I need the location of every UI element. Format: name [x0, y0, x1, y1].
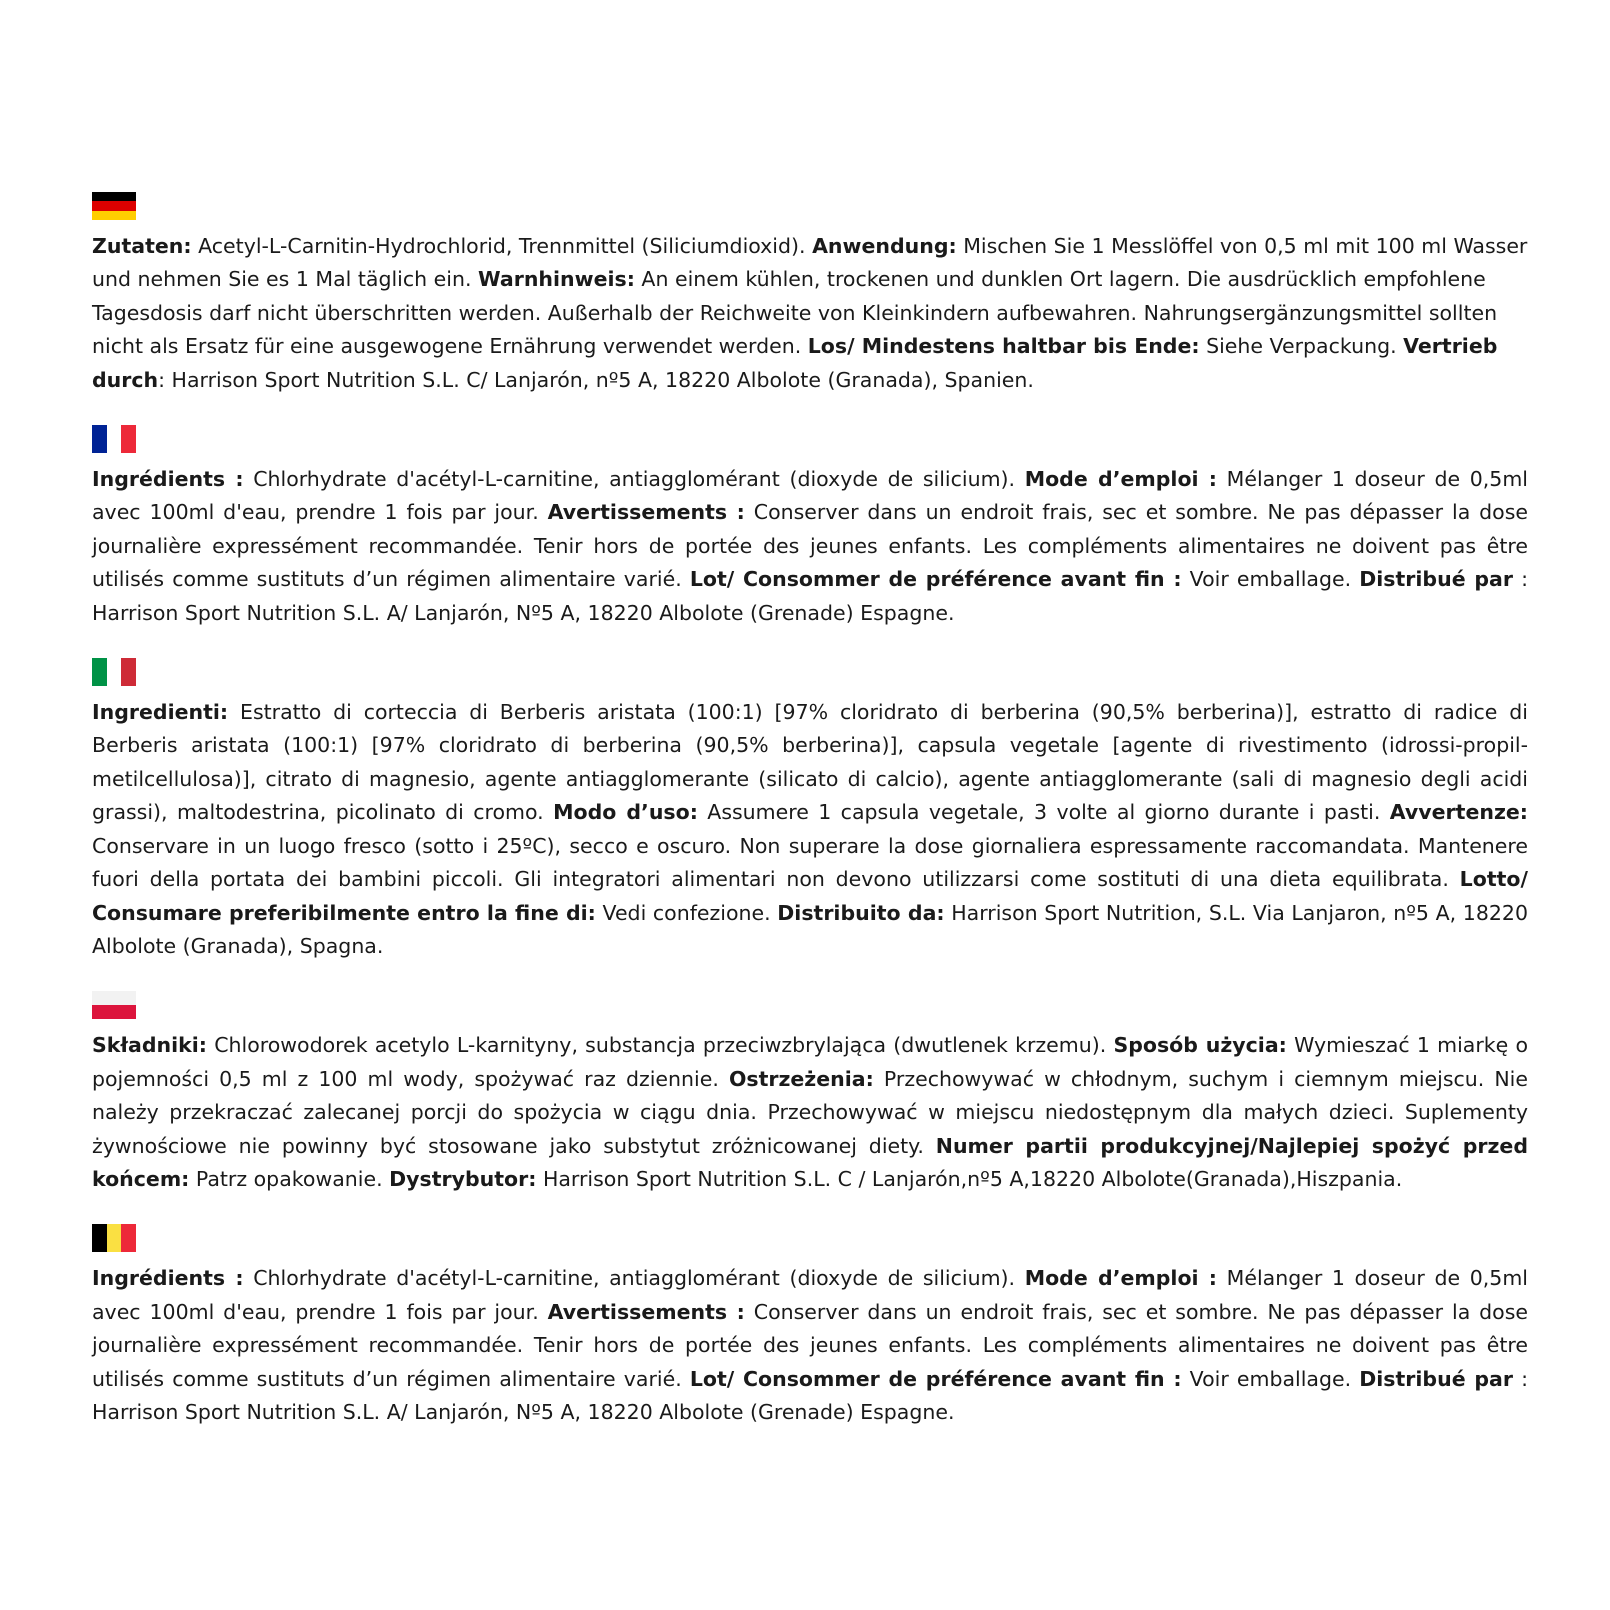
label-document: [92, 192, 1528, 1457]
section-text: [92, 696, 1528, 963]
label-usage: Sposób użycia:: [1113, 1033, 1287, 1058]
text-distributor: : Harrison Sport Nutrition S.L. A/ Lanjarón, Nº5 A, 18220 Albolote (Grenade) Espagne.: [92, 1366, 1528, 1424]
flag-stripe: [107, 658, 122, 686]
text-lot: Voir emballage.: [1181, 567, 1360, 592]
label-distributor: Distribué par: [1359, 1366, 1513, 1391]
section-text: [92, 1262, 1528, 1429]
label-lot: Lot/ Consommer de préférence avant fin :: [689, 567, 1182, 592]
text-usage: Assumere 1 capsula vegetale, 3 volte al giorno durante i pasti.: [697, 800, 1390, 825]
text-lot: Patrz opakowanie.: [189, 1166, 390, 1191]
flag-stripe: [92, 192, 136, 201]
flag-stripe: [92, 201, 136, 210]
italy-flag-icon: [92, 658, 136, 686]
label-ingredients: Ingrédients :: [92, 1266, 244, 1291]
section-polish: [92, 991, 1528, 1196]
text-ingredients: Acetyl-L-Carnitin-Hydrochlorid, Trennmittel (Siliciumdioxid).: [191, 234, 813, 258]
section-italian: [92, 658, 1528, 963]
flag-stripe: [92, 991, 136, 1005]
flag-stripe: [92, 1224, 107, 1252]
label-warning: Ostrzeżenia:: [728, 1066, 874, 1091]
label-usage: Modo d’uso:: [553, 800, 698, 825]
label-distributor: Distribué par: [1359, 567, 1513, 592]
text-usage: Mélanger 1 doseur de 0,5ml avec 100ml d'eau, prendre 1 fois par jour.: [92, 1266, 1528, 1324]
label-lot: Lotto/ Consumare preferibilmente entro la fine di:: [92, 867, 1528, 925]
label-distributor: Vertrieb durch: [92, 334, 1498, 392]
label-usage: Mode d’emploi :: [1024, 1266, 1218, 1291]
poland-flag-icon: [92, 991, 136, 1019]
text-warning: Conserver dans un endroit frais, sec et sombre. Ne pas dépasser la dose journalière expressément recommandée. Tenir hors de portée des jeunes enfants. Les compléments alimentaires ne doivent pas être utilisés comme sustituts d’un régimen alimentaire varié.: [92, 500, 1529, 592]
text-warning: Conserver dans un endroit frais, sec et sombre. Ne pas dépasser la dose journalière expressément recommandée. Tenir hors de portée des jeunes enfants. Les compléments alimentaires ne doivent pas être utilisés comme sustituts d’un régimen alimentaire varié.: [92, 1299, 1529, 1391]
text-usage: Wymieszać 1 miarkę o pojemności 0,5 ml z 100 ml wody, spożywać raz dziennie.: [92, 1033, 1529, 1091]
flag-stripe: [121, 425, 136, 453]
text-warning: Przechowywać w chłodnym, suchym i ciemnym miejscu. Nie należy przekraczać zalecanej porcji do spożycia w ciągu dnia. Przechowywać w miejscu niedostępnym dla małych dzieci. Suplementy żywnościowe nie powinny być stosowane jako substytut zróżnicowanej diety.: [92, 1066, 1528, 1158]
flag-stripe: [107, 1224, 122, 1252]
label-warning: Warnhinweis:: [478, 267, 635, 292]
text-warning: Conservare in un luogo fresco (sotto i 25ºC), secco e oscuro. Non superare la dose giornaliera espressamente raccomandata. Mantenere fuori della portata dei bambini piccoli. Gli integratori alimentari non devono utilizzarsi come sostituti di una dieta equilibrata.: [92, 833, 1528, 892]
text-usage: Mischen Sie 1 Messlöffel von 0,5 ml mit 100 ml Wasser und nehmen Sie es 1 Mal täglich ein.: [92, 234, 1528, 292]
flag-stripe: [92, 1005, 136, 1019]
label-distributor: Distribuito da:: [777, 900, 945, 925]
label-warning: Avvertenze:: [1389, 800, 1529, 825]
text-distributor: Harrison Sport Nutrition, S.L. Via Lanjaron, nº5 A, 18220 Albolote (Granada), Spagna.: [92, 900, 1528, 958]
section-text: [92, 230, 1528, 397]
label-lot: Los/ Mindestens haltbar bis Ende:: [807, 334, 1200, 359]
text-warning: An einem kühlen, trockenen und dunklen Ort lagern. Die ausdrücklich empfohlene Tagesdosis darf nicht überschritten werden. Außerhalb der Reichweite von Kleinkindern aufbewahren. Nahrungsergänzungsmittel sollten nicht als Ersatz für eine ausgewogene Ernährung verwendet werden.: [92, 267, 1498, 359]
belgium-flag-icon: [92, 1224, 136, 1252]
text-usage: Mélanger 1 doseur de 0,5ml avec 100ml d'eau, prendre 1 fois par jour.: [92, 467, 1528, 525]
text-lot: Siehe Verpackung.: [1199, 334, 1404, 359]
france-flag-icon: [92, 425, 136, 453]
flag-stripe: [107, 425, 122, 453]
section-text: [92, 463, 1528, 630]
label-lot: Lot/ Consommer de préférence avant fin :: [689, 1366, 1182, 1391]
text-lot: Voir emballage.: [1181, 1366, 1360, 1391]
text-distributor: Harrison Sport Nutrition S.L. C / Lanjarón,nº5 A,18220 Albolote(Granada),Hiszpania.: [536, 1166, 1403, 1191]
text-ingredients: Chlorhydrate d'acétyl-L-carnitine, antiagglomérant (dioxyde de silicium).: [243, 467, 1025, 492]
flag-stripe: [92, 211, 136, 220]
text-distributor: : Harrison Sport Nutrition S.L. A/ Lanjarón, Nº5 A, 18220 Albolote (Grenade) Espagne.: [92, 567, 1528, 625]
flag-stripe: [92, 425, 107, 453]
label-ingredients: Zutaten:: [92, 234, 192, 258]
text-ingredients: Chlorhydrate d'acétyl-L-carnitine, antiagglomérant (dioxyde de silicium).: [243, 1266, 1025, 1291]
label-ingredients: Składniki:: [92, 1033, 207, 1058]
text-distributor: : Harrison Sport Nutrition S.L. C/ Lanjarón, nº5 A, 18220 Albolote (Granada), Spanien.: [158, 367, 1034, 392]
label-warning: Avertissements :: [547, 1299, 745, 1324]
label-usage: Mode d’emploi :: [1024, 467, 1218, 492]
section-text: [92, 1029, 1528, 1196]
text-lot: Vedi confezione.: [595, 900, 778, 925]
label-warning: Avertissements :: [547, 500, 745, 525]
flag-stripe: [121, 658, 136, 686]
section-german: [92, 192, 1528, 397]
flag-stripe: [121, 1224, 136, 1252]
label-ingredients: Ingrédients :: [92, 467, 244, 492]
label-ingredients: Ingredienti:: [92, 700, 229, 725]
germany-flag-icon: [92, 192, 136, 220]
text-ingredients: Estratto di corteccia di Berberis aristata (100:1) [97% cloridrato di berberina (90,5% berberina)], estratto di radice di Berberis aristata (100:1) [97% cloridrato di berberina (90,5% berberina)], capsula vegetale [agente di rivestimento (idrossi-propil-metilcellulosa)], citrato di magnesio, agente antiagglomerante (silicato di calcio), agente antiagglomerante (sali di magnesio degli acidi grassi), maltodestrina, picolinato di cromo.: [92, 700, 1528, 825]
text-ingredients: Chlorowodorek acetylo L-karnityny, substancja przeciwzbrylająca (dwutlenek krzemu).: [207, 1033, 1114, 1058]
label-lot: Numer partii produkcyjnej/Najlepiej spożyć przed końcem:: [92, 1133, 1528, 1191]
section-french: [92, 425, 1528, 630]
section-belgian: [92, 1224, 1528, 1429]
flag-stripe: [92, 658, 107, 686]
label-distributor: Dystrybutor:: [389, 1166, 537, 1191]
label-usage: Anwendung:: [812, 234, 957, 258]
